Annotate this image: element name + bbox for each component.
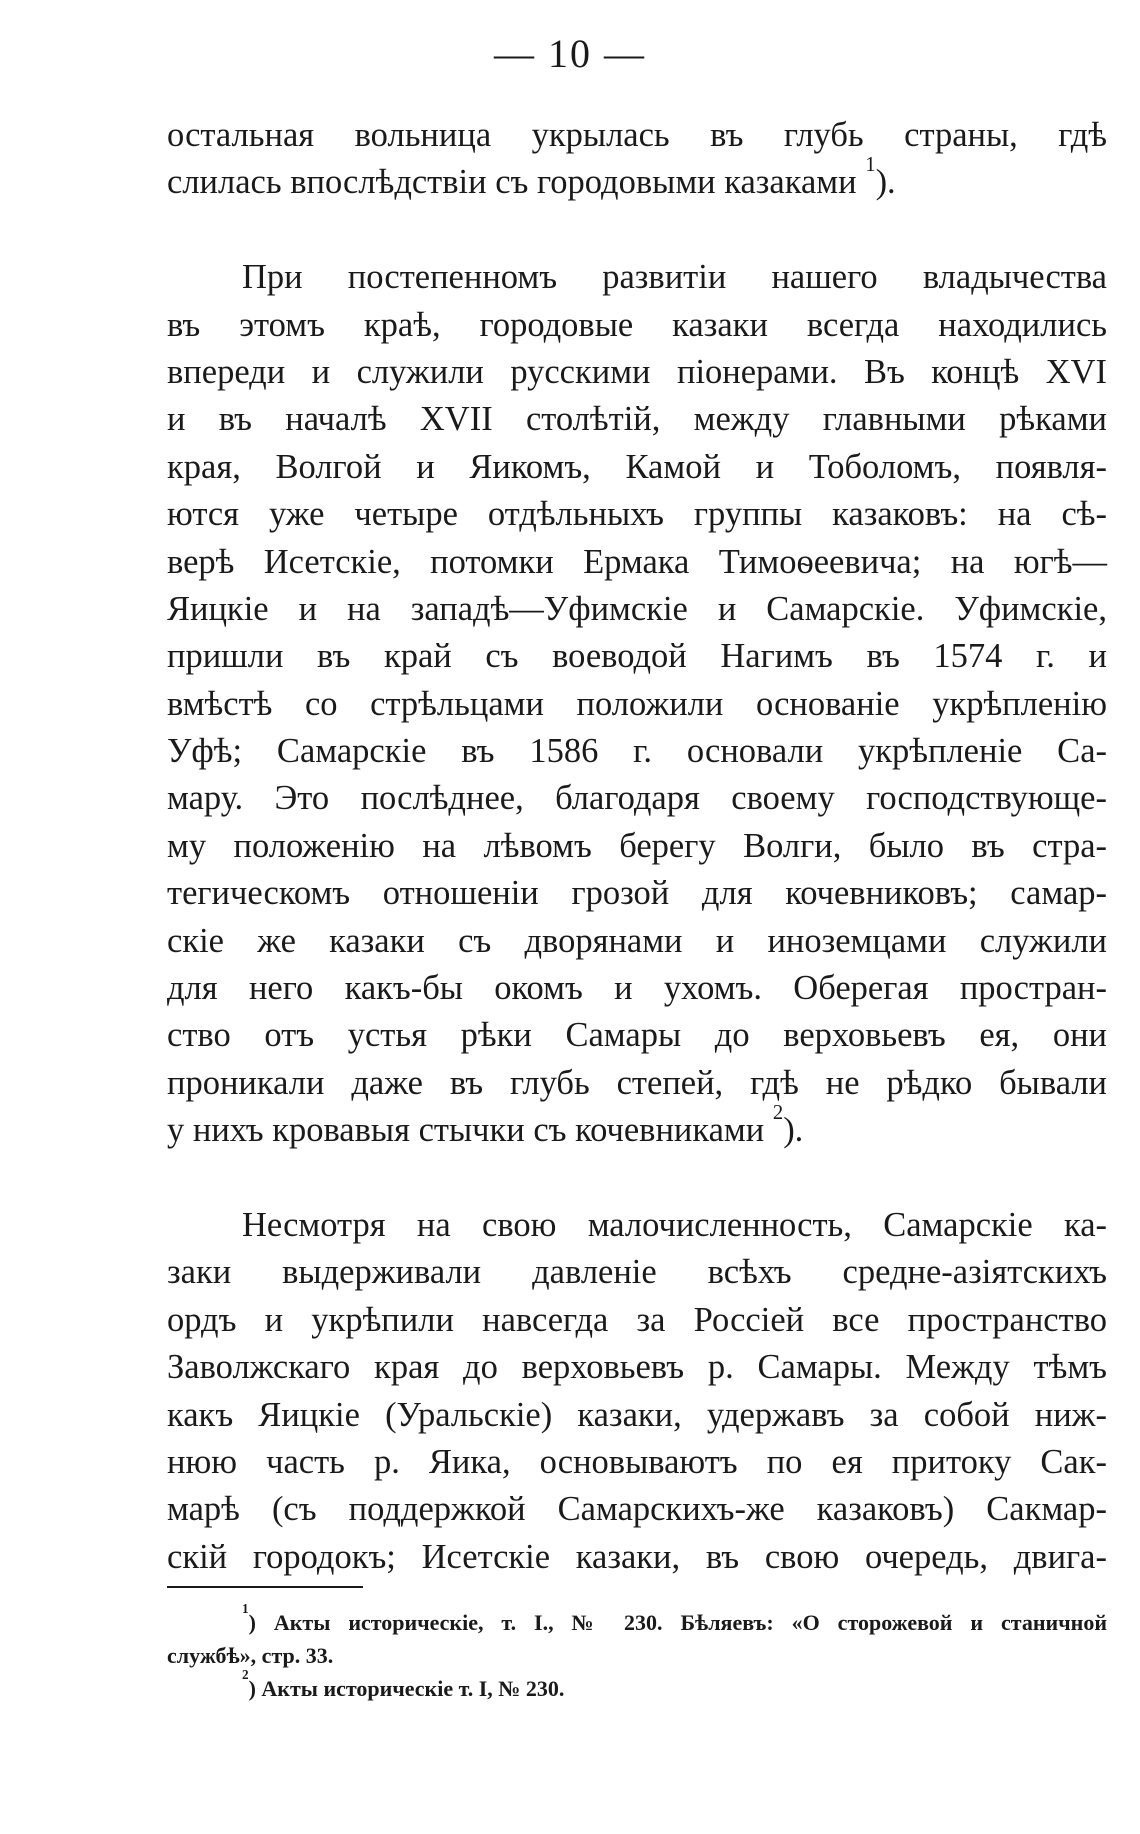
footnote-1 bbox=[167, 1601, 1107, 1639]
footnote-mark: 1 bbox=[242, 1601, 249, 1616]
text-line-content: слилась впослѣдствіи съ городовыми казаками bbox=[167, 163, 857, 202]
paragraph-gap bbox=[167, 207, 1107, 254]
text-line: какъ Яицкіе (Уральскіе) казаки, удержавъ за собой ниж- bbox=[167, 1395, 1107, 1434]
text-line: Уфѣ; Самарскіе въ 1586 г. основали укрѣпленіе Са- bbox=[167, 732, 1107, 771]
text-line: и въ началѣ XVII столѣтій, между главными рѣками bbox=[167, 400, 1107, 439]
text-line: ются уже четыре отдѣльныхъ группы казаковъ: на сѣ- bbox=[167, 495, 1107, 534]
text-line: проникали даже въ глубь степей, гдѣ не рѣдко бывали bbox=[167, 1063, 1107, 1102]
text-line: скій городокъ; Исетскіе казаки, въ свою очередь, двига- bbox=[167, 1537, 1107, 1576]
text-line: заки выдерживали давленіе всѣхъ средне-азіятскихъ bbox=[167, 1253, 1107, 1292]
text-line: марѣ (съ поддержкой Самарскихъ-же казаковъ) Сакмар- bbox=[167, 1490, 1107, 1529]
text-line: для него какъ-бы окомъ и ухомъ. Оберегая простран- bbox=[167, 969, 1107, 1008]
text-line: впереди и служили русскими піонерами. Въ концѣ XVI bbox=[167, 352, 1107, 391]
footnote-2 bbox=[167, 1667, 1107, 1705]
paragraph-gap bbox=[167, 1155, 1107, 1202]
text-line: му положенію на лѣвомъ берегу Волги, было въ стра- bbox=[167, 826, 1107, 865]
text-line: мару. Это послѣднее, благодаря своему господствующе- bbox=[167, 779, 1107, 818]
text-line-end: ). bbox=[783, 1111, 804, 1150]
text-line: въ этомъ краѣ, городовые казаки всегда находились bbox=[167, 305, 1107, 344]
text-line: пришли въ край съ воеводой Нагимъ въ 1574 г. и bbox=[167, 637, 1107, 676]
text-line: Заволжскаго края до верховьевъ р. Самары. Между тѣмъ bbox=[167, 1348, 1107, 1387]
text-line-end: ). bbox=[875, 163, 896, 202]
text-line: тегическомъ отношеніи грозой для кочевниковъ; самар- bbox=[167, 874, 1107, 913]
footnotes bbox=[167, 1601, 1107, 1705]
page-number: — 10 — bbox=[494, 31, 646, 76]
footnote-ref-1[interactable]: 1 bbox=[865, 154, 876, 177]
footnote-text: ) Акты историческіе т. I, № 230. bbox=[248, 1676, 565, 1701]
text-line: верѣ Исетскіе, потомки Ермака Тимоѳеевича; на югѣ— bbox=[167, 542, 1107, 581]
text-line: ордъ и укрѣпили навсегда за Россіей все пространство bbox=[167, 1300, 1107, 1339]
footnote-text: ) Акты историческіе, т. I., № 230. Бѣляевъ: «О сторожевой и станичной bbox=[248, 1610, 1107, 1635]
text-line: При постепенномъ развитіи нашего владычества bbox=[242, 258, 1107, 297]
text-line: остальная вольница укрылась въ глубь страны, гдѣ bbox=[167, 116, 1107, 154]
footnote-ref-2[interactable]: 2 bbox=[772, 1102, 784, 1125]
text-line: ство отъ устья рѣки Самары до верховьевъ ея, они bbox=[167, 1016, 1107, 1055]
text-line: края, Волгой и Яикомъ, Камой и Тоболомъ, появля- bbox=[167, 447, 1107, 486]
text-line: Несмотря на свою малочисленность, Самарскіе ка- bbox=[242, 1205, 1107, 1244]
text-line: скіе же казаки съ дворянами и иноземцами служили bbox=[167, 921, 1107, 960]
text-line: Яицкіе и на западѣ—Уфимскіе и Самарскіе. Уфимскіе, bbox=[167, 589, 1107, 628]
text-line: вмѣстѣ со стрѣльцами положили основаніе укрѣпленію bbox=[167, 684, 1107, 723]
main-text bbox=[167, 112, 1107, 1581]
footnote-mark: 2 bbox=[242, 1667, 249, 1682]
footnote-1-cont: службѣ», стр. 33. bbox=[167, 1643, 334, 1668]
text-line-content: у нихъ кровавыя стычки съ кочевниками bbox=[167, 1111, 765, 1150]
footnote-divider bbox=[167, 1586, 363, 1588]
text-line: нюю часть р. Яика, основываютъ по ея притоку Сак- bbox=[167, 1442, 1107, 1481]
text-line bbox=[167, 1102, 1107, 1154]
text-line bbox=[167, 154, 1107, 206]
